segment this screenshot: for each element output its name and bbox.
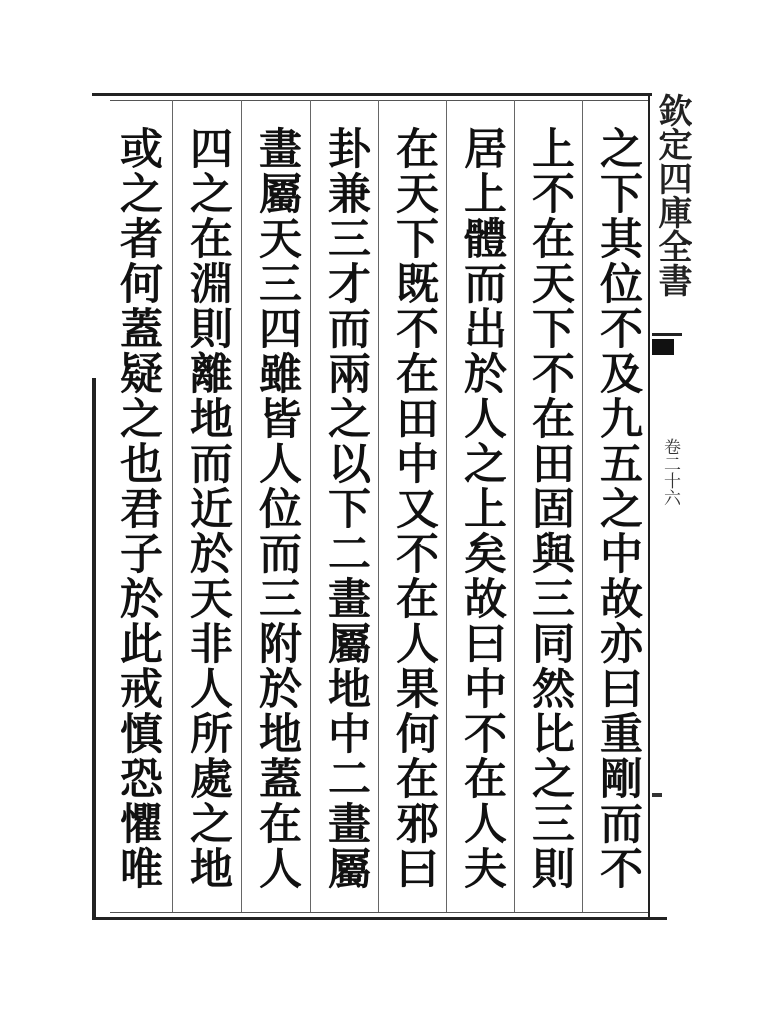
book-title: 欽定四庫全書 [652,93,692,297]
frame-bottom-inner-border [110,912,650,913]
frame-bottom-border [92,917,667,920]
banxin-separator [652,333,682,336]
text-column-6: 畫屬天三四雖皆人位而三附於地蓋在人 [252,126,302,891]
fishtail-mark-icon [652,339,674,355]
text-column-2: 上不在天下不在田固與三同然比之三則 [525,126,575,891]
banxin-tick [652,793,662,797]
volume-label: 卷二十六 [660,438,680,506]
column-divider [378,100,379,912]
frame-top-border [92,93,652,96]
column-divider [241,100,242,912]
frame-right-border [648,93,650,919]
column-divider [172,100,173,912]
frame-top-inner-border [110,100,650,101]
text-column-3: 居上體而出於人之上矣故曰中不在人夫 [457,126,507,891]
text-column-8: 或之者何蓋疑之也君子於此戒慎恐懼唯 [113,126,163,891]
text-column-5: 卦兼三才而兩之以下二畫屬地中二畫屬 [321,126,371,891]
text-column-7: 四之在淵則離地而近於天非人所處之地 [183,126,233,891]
column-divider [446,100,447,912]
frame-left-border [92,378,96,918]
text-column-1: 之下其位不及九五之中故亦曰重剛而不 [593,126,643,891]
column-divider [582,100,583,912]
text-column-4: 在天下既不在田中又不在人果何在邪曰 [389,126,439,891]
column-divider [310,100,311,912]
banxin-strip [652,93,692,919]
column-divider [514,100,515,912]
